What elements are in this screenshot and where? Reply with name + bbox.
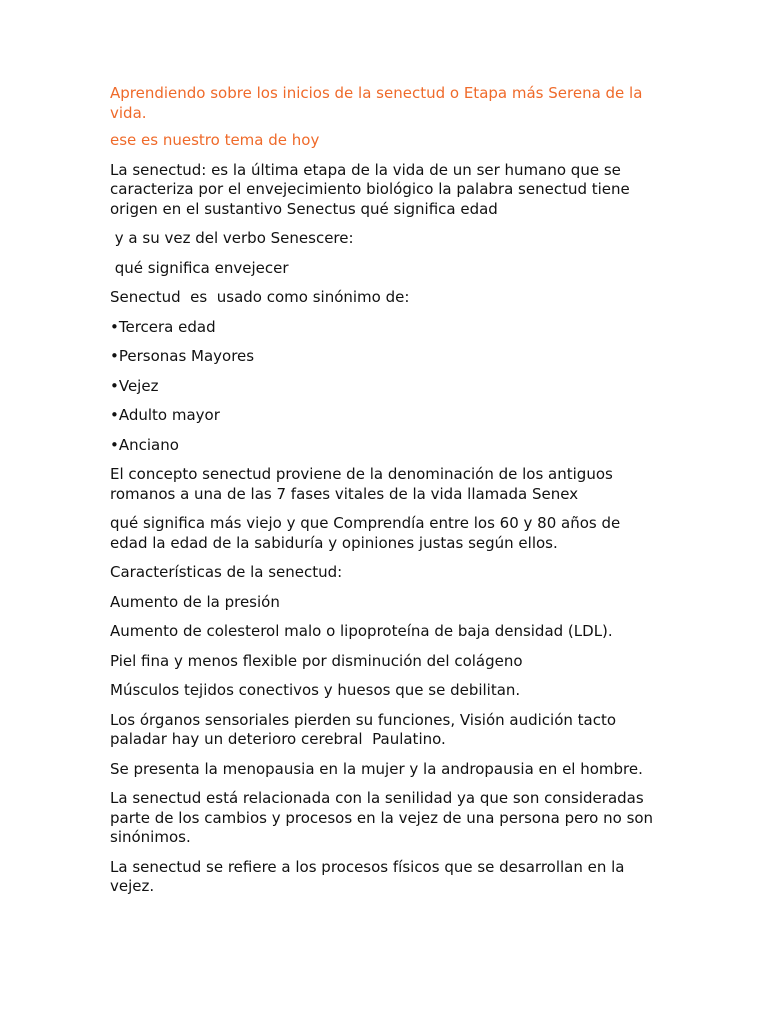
document-page [110,84,658,907]
list-item-synonym: •Anciano [110,435,179,454]
list-item-synonym: •Tercera edad [110,317,216,336]
paragraph-synonyms-intro: Senectud es usado como sinónimo de: [110,288,410,306]
paragraph-characteristic: Los órganos sensoriales pierden su funciones, Visión audición tacto paladar hay un deterioro cerebral Paulatino. [110,710,621,748]
paragraph-characteristics-heading: Características de la senectud: [110,563,343,581]
paragraph-characteristic: Aumento de colesterol malo o lipoproteína de baja densidad (LDL). [110,622,613,640]
paragraph-characteristic: Aumento de la presión [110,592,280,611]
list-item-synonym: •Personas Mayores [110,347,255,365]
document-subtitle: ese es nuestro tema de hoy [110,131,320,149]
list-item-synonym: •Vejez [110,376,159,395]
paragraph-characteristic: Se presenta la menopausia en la mujer y la andropausia en el hombre. [110,759,643,778]
paragraph-characteristic: Piel fina y menos flexible por disminución del colágeno [110,651,523,670]
paragraph-characteristic: Músculos tejidos conectivos y huesos que se debilitan. [110,681,521,699]
paragraph-verb-meaning: qué significa envejecer [110,258,289,277]
paragraph-definition: La senectud: es la última etapa de la vida de un ser humano que se caracteriza por el envejecimiento biológico la palabra senectud tiene origen en el sustantivo Senectus qué significa edad [110,160,635,218]
paragraph-senex-meaning: qué significa más viejo y que Comprendía entre los 60 y 80 años de edad la edad de la sabiduría y opiniones justas según ellos. [110,514,626,552]
paragraph-conclusion: La senectud se refiere a los procesos físicos que se desarrollan en la vejez. [110,857,630,895]
paragraph-origin: El concepto senectud proviene de la denominación de los antiguos romanos a una de las 7 fases vitales de la vida llamada Senex [110,465,618,503]
paragraph-verb: y a su vez del verbo Senescere: [110,229,354,247]
paragraph-senility: La senectud está relacionada con la senilidad ya que son consideradas parte de los cambios y procesos en la vejez de una persona pero no son sinónimos. [110,789,658,846]
list-item-synonym: •Adulto mayor [110,406,220,424]
document-title: Aprendiendo sobre los inicios de la senectud o Etapa más Serena de la vida. [110,84,648,122]
